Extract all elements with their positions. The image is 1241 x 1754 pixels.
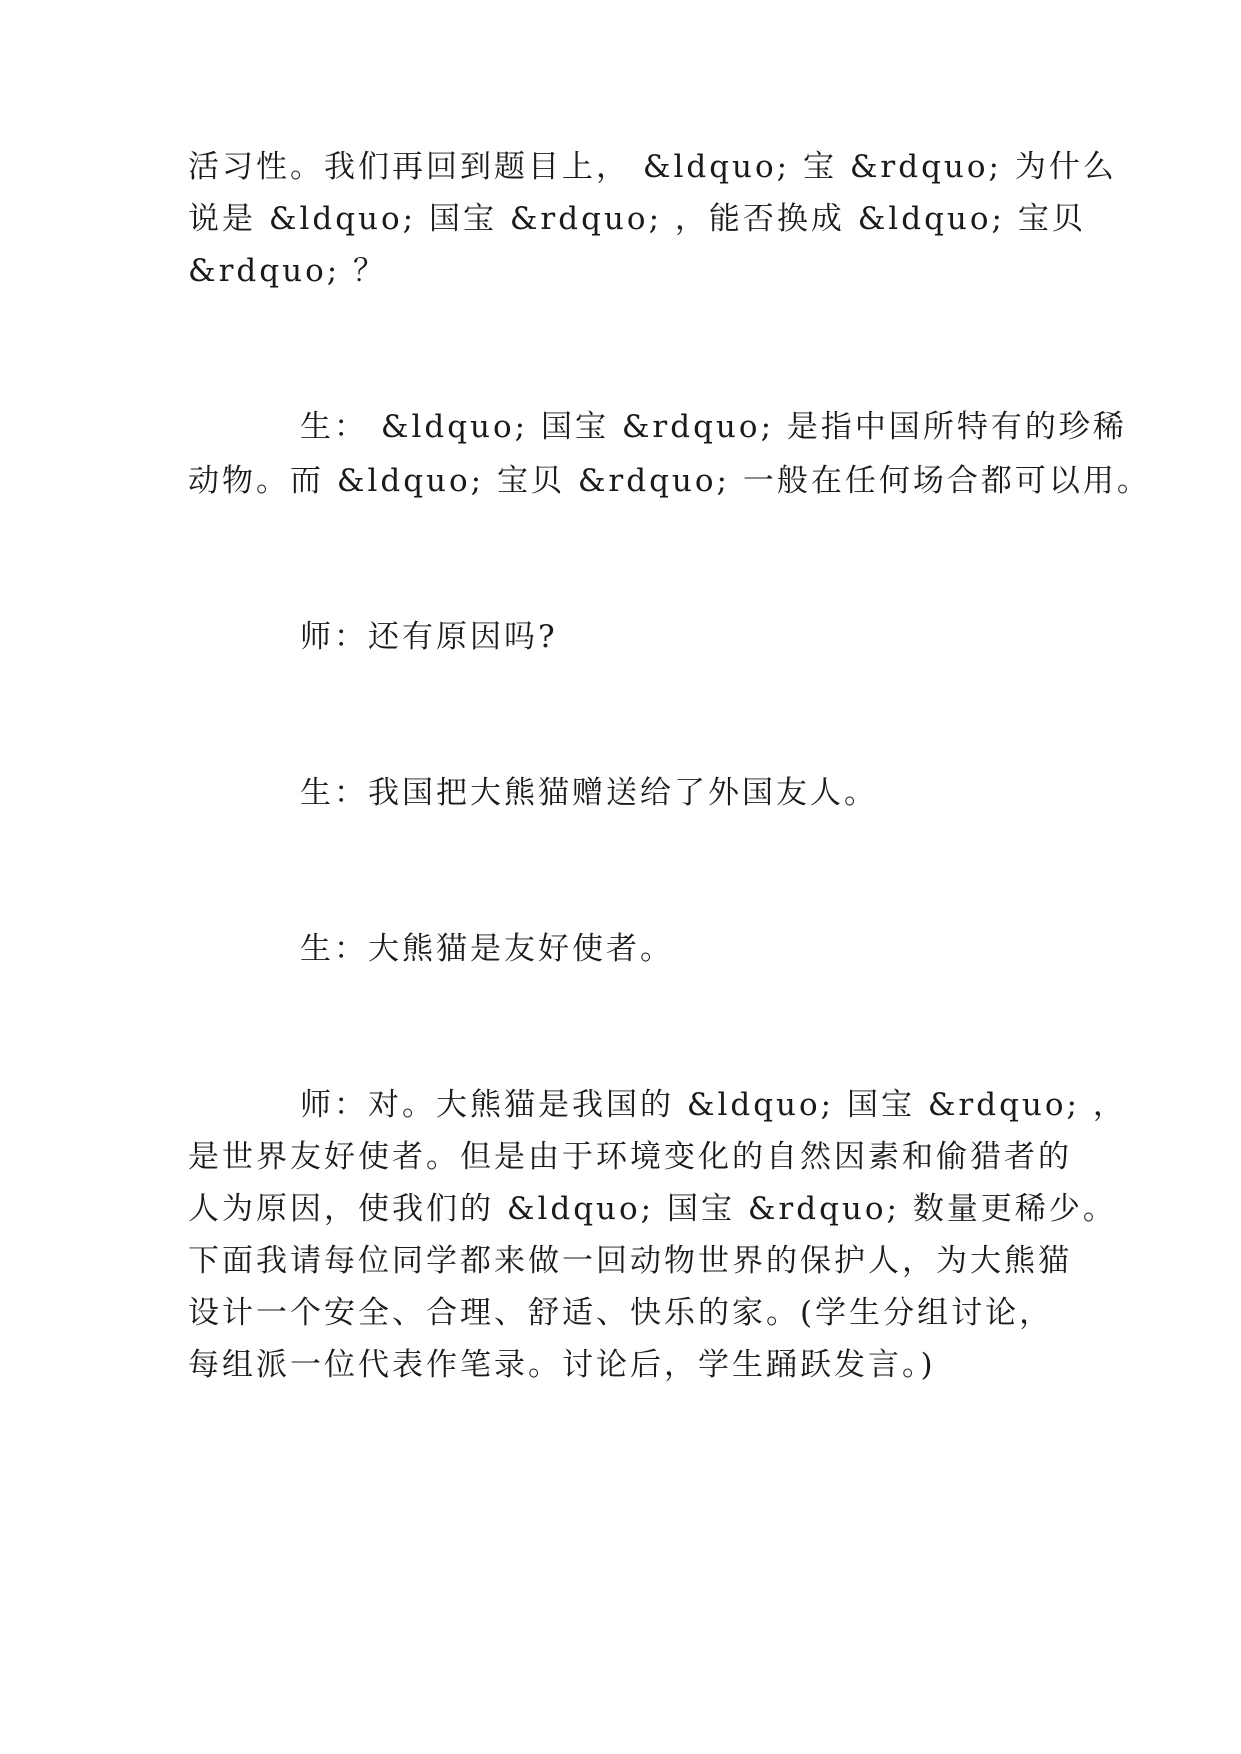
paragraph-2-line-1: 生： &ldquo; 国宝 &rdquo; 是指中国所特有的珍稀 <box>300 409 1127 445</box>
paragraph-4-line-1: 生：我国把大熊猫赠送给了外国友人。 <box>300 775 878 811</box>
paragraph-5-line-1: 生：大熊猫是友好使者。 <box>300 931 674 967</box>
paragraph-6-line-4: 下面我请每位同学都来做一回动物世界的保护人，为大熊猫 <box>188 1243 1072 1279</box>
paragraph-1-line-1: 活习性。我们再回到题目上， &ldquo; 宝 &rdquo; 为什么 <box>188 149 1117 185</box>
paragraph-6-line-2: 是世界友好使者。但是由于环境变化的自然因素和偷猎者的 <box>188 1139 1072 1175</box>
paragraph-3-line-1: 师：还有原因吗? <box>300 619 558 655</box>
paragraph-6-line-3: 人为原因，使我们的 &ldquo; 国宝 &rdquo; 数量更稀少。 <box>188 1191 1117 1227</box>
paragraph-6-line-1: 师：对。大熊猫是我国的 &ldquo; 国宝 &rdquo; ， <box>300 1087 1127 1123</box>
paragraph-6-line-5: 设计一个安全、合理、舒适、快乐的家。(学生分组讨论， <box>188 1295 1054 1331</box>
paragraph-1-line-3: &rdquo; ？ <box>188 253 388 289</box>
paragraph-6-line-6: 每组派一位代表作笔录。讨论后，学生踊跃发言。) <box>188 1347 936 1383</box>
paragraph-2-line-2: 动物。而 &ldquo; 宝贝 &rdquo; 一般在任何场合都可以用。 <box>188 463 1151 499</box>
paragraph-1-line-2: 说是 &ldquo; 国宝 &rdquo; ，能否换成 &ldquo; 宝贝 <box>188 201 1086 237</box>
